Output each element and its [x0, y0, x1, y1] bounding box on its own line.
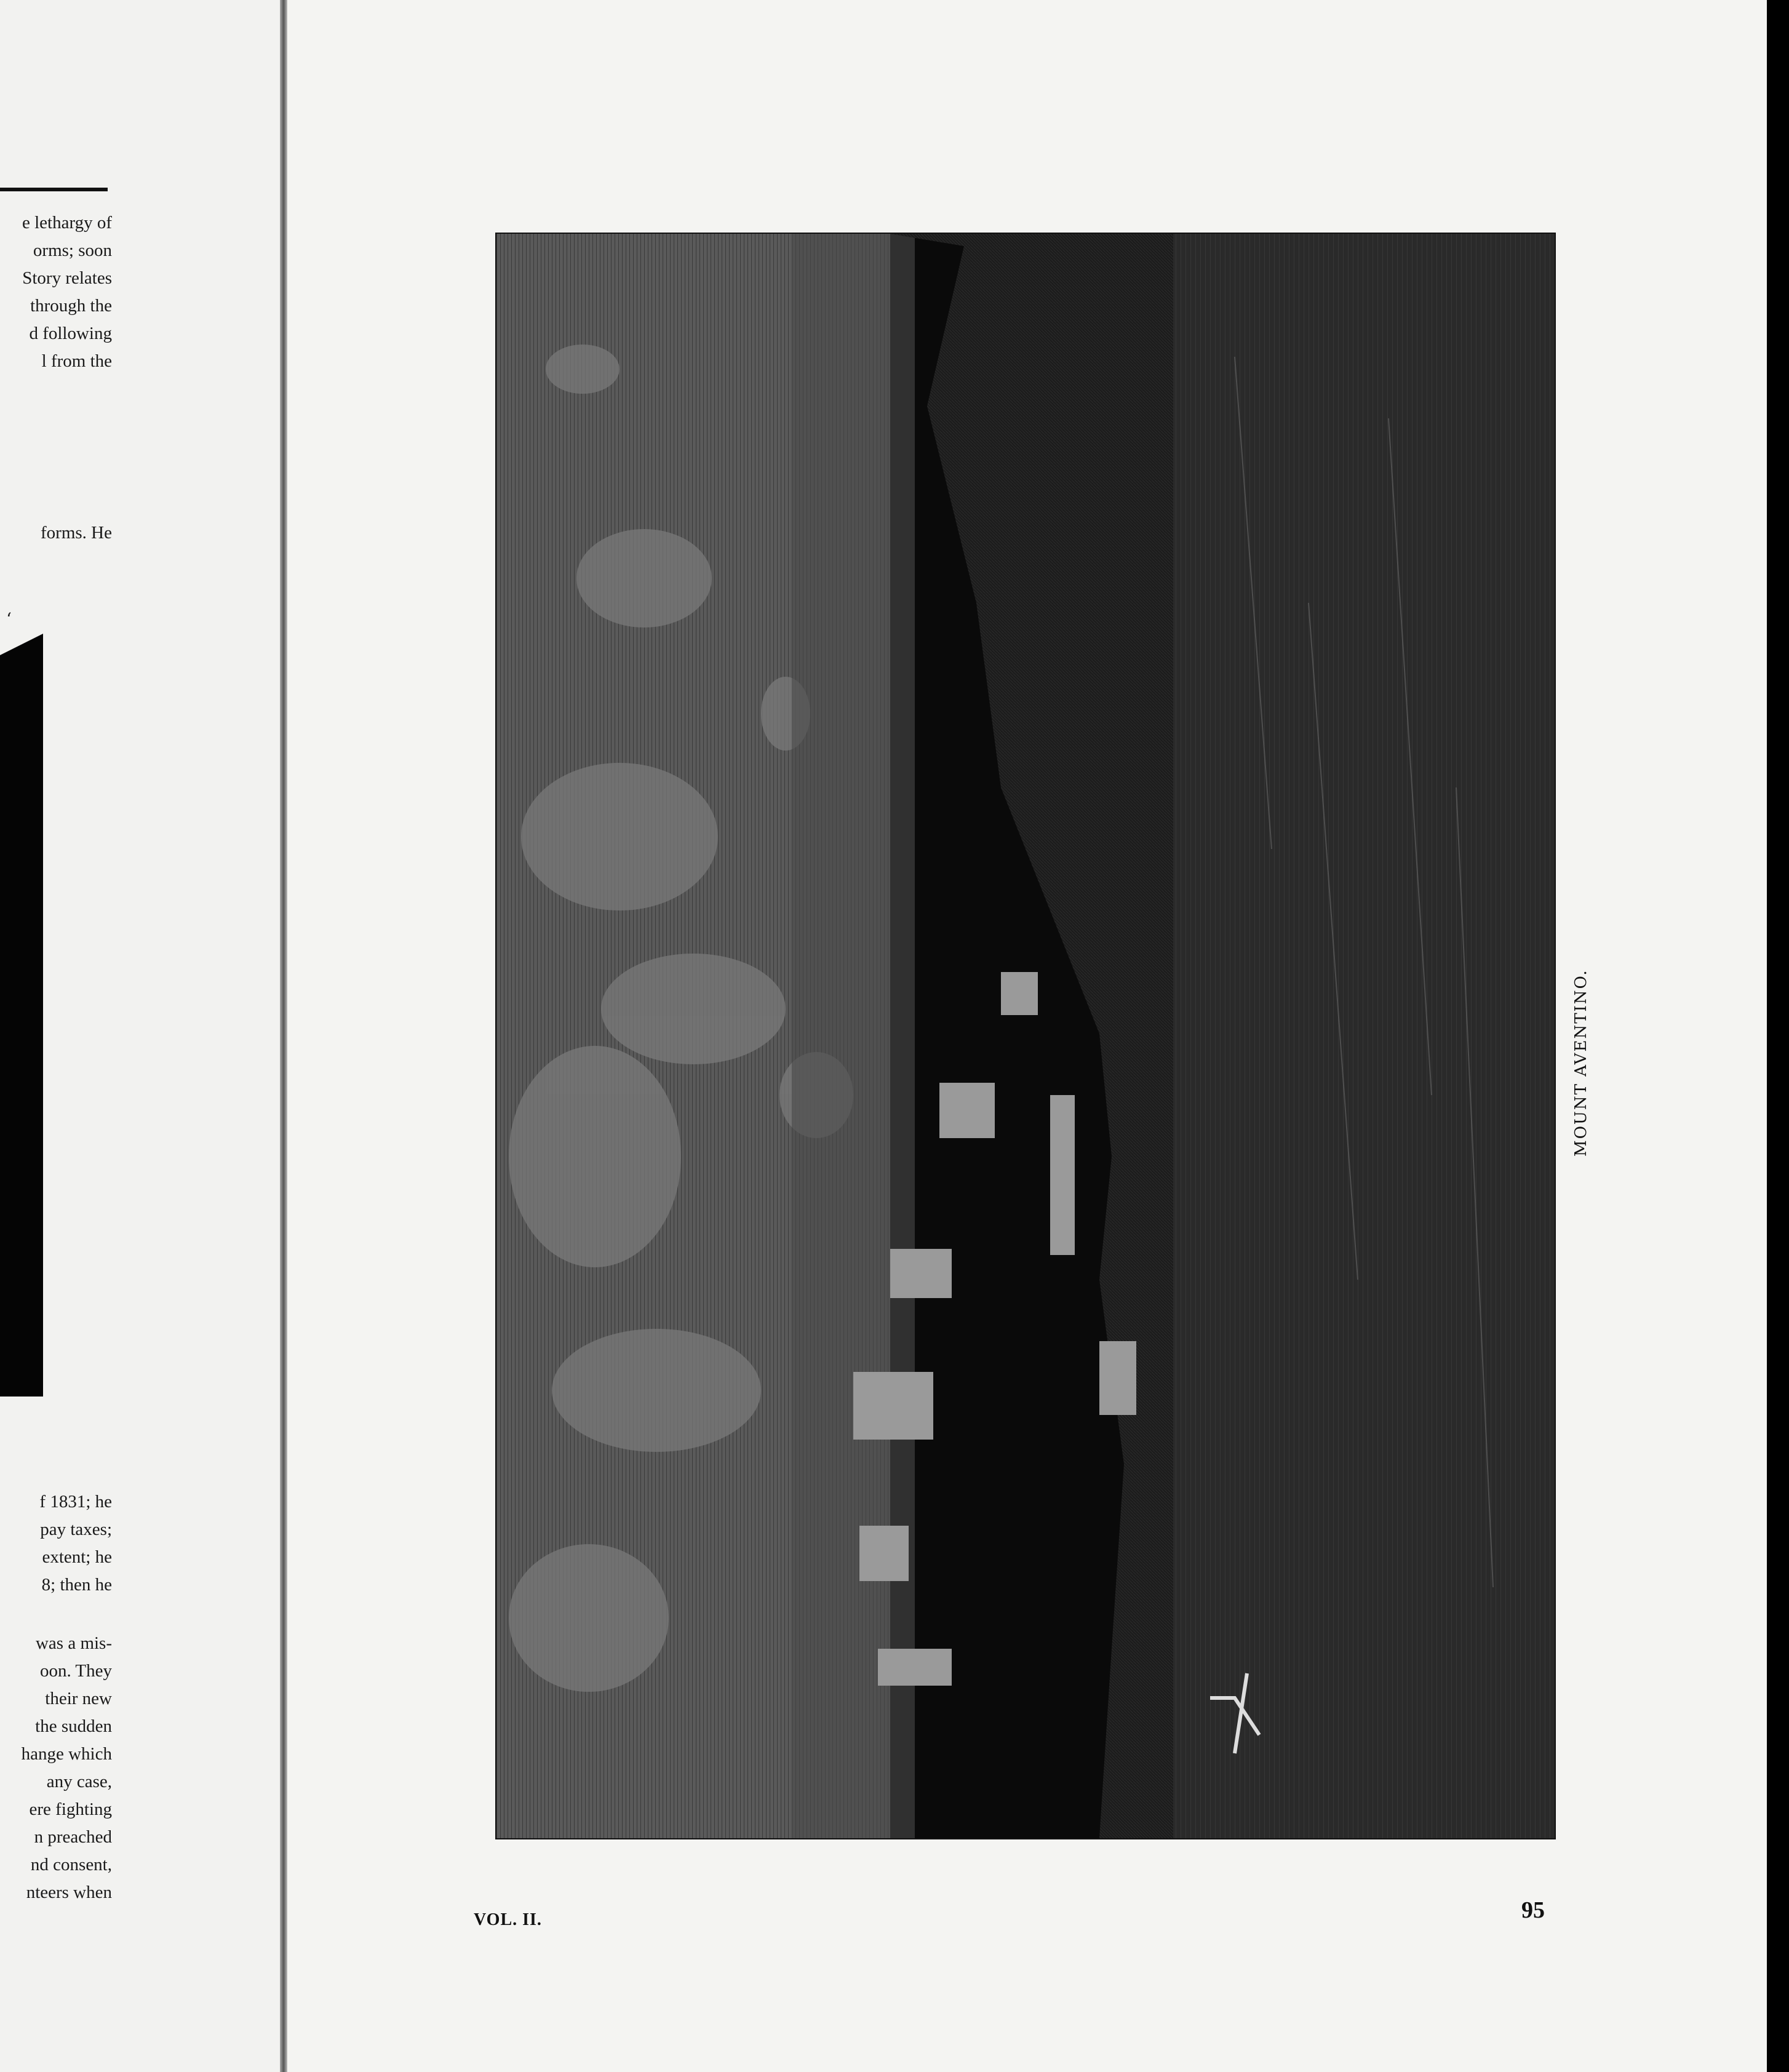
volume-label: VOL. II. — [474, 1910, 542, 1929]
previous-illustration-edge — [0, 634, 43, 1397]
text-line: forms. He — [41, 524, 112, 542]
text-line: nteers when — [26, 1884, 112, 1902]
text-line: oon. They — [39, 1662, 112, 1680]
river-water — [1173, 234, 1555, 1838]
text-line: n preached — [34, 1828, 112, 1846]
text-line: 8; then he — [41, 1576, 112, 1594]
distant-hills — [792, 234, 915, 1838]
text-line: f 1831; he — [39, 1493, 112, 1511]
text-line: ere fighting — [29, 1801, 112, 1819]
text-line: the sudden — [35, 1718, 112, 1735]
text-line: was a mis- — [35, 1635, 112, 1652]
page-number: 95 — [1521, 1897, 1545, 1923]
text-line: d following — [29, 325, 112, 343]
text-line: through the — [30, 297, 112, 315]
header-rule — [0, 188, 108, 191]
text-line: orms; soon — [33, 242, 112, 260]
text-line: l from the — [41, 353, 112, 370]
text-line: e lethargy of — [22, 214, 112, 232]
text-line: Story relates — [22, 269, 112, 287]
engraving-illustration — [496, 234, 1555, 1838]
figure-mark: ‘ — [6, 609, 12, 629]
text-line: any case, — [46, 1773, 112, 1791]
book-gutter — [280, 0, 287, 2072]
text-line: pay taxes; — [40, 1521, 112, 1539]
text-line: extent; he — [42, 1548, 112, 1566]
previous-page — [0, 0, 280, 2072]
page-edge — [1767, 0, 1789, 2072]
text-line: hange which — [21, 1745, 112, 1763]
text-line: nd consent, — [30, 1856, 112, 1874]
text-line: their new — [45, 1690, 112, 1708]
illustration-caption: MOUNT AVENTINO. — [1572, 969, 1590, 1157]
